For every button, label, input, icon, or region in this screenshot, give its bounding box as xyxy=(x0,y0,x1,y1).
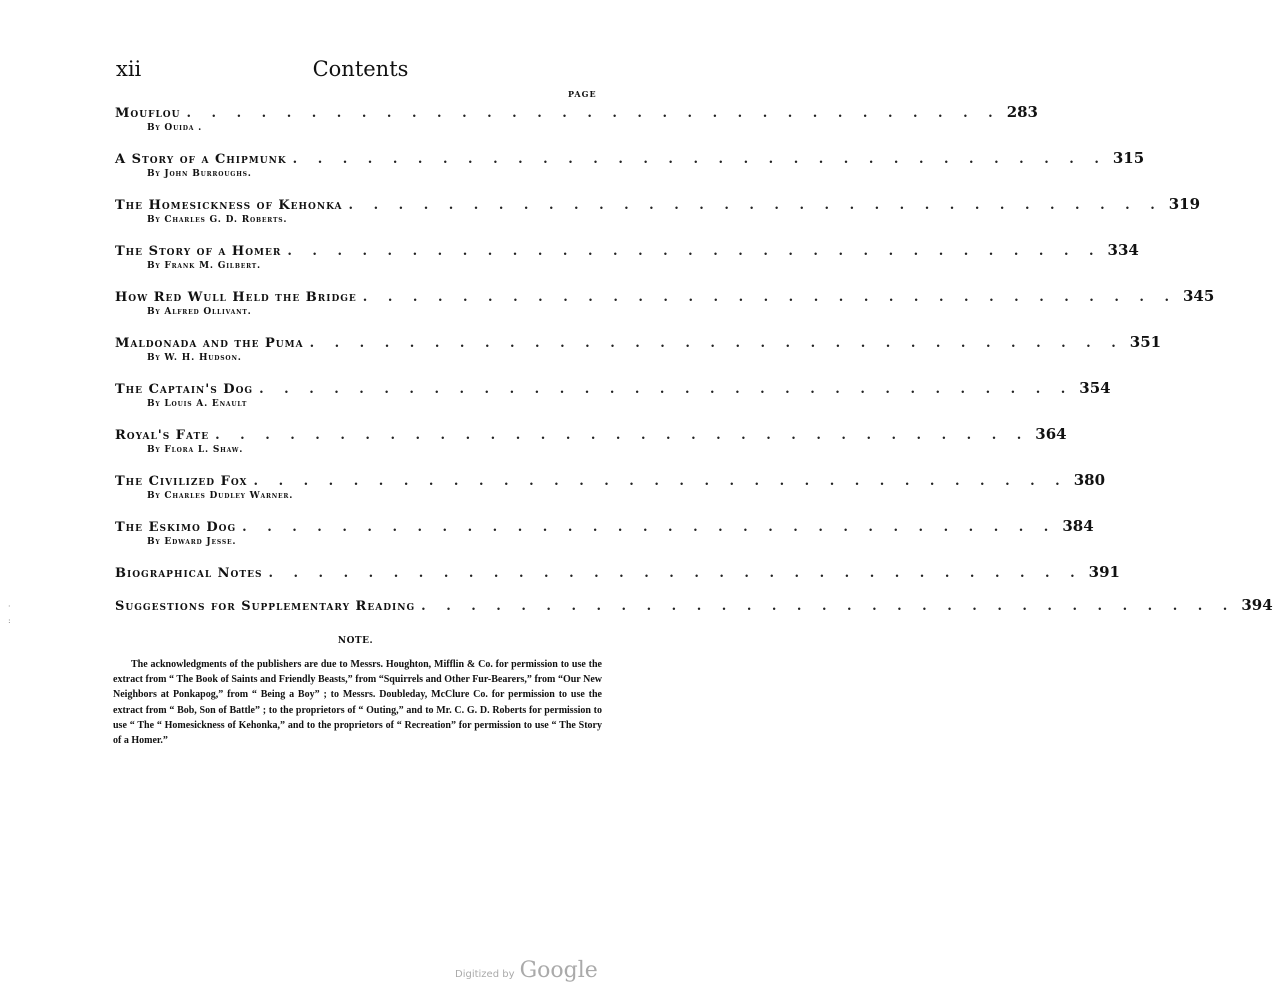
toc-entry-title: The Civilized Fox xyxy=(115,474,248,489)
toc-entry-author: By Charles Dudley Warner. xyxy=(147,491,294,501)
toc-entry-author: By Flora L. Shaw. xyxy=(147,445,244,455)
digitized-watermark xyxy=(455,958,598,983)
dot-leader: . . . . . . . . . . . . . . . . . . . . . . . . . . . . . . . . . xyxy=(421,599,1236,614)
toc-entry xyxy=(115,287,1215,333)
dot-leader: . . . . . . . . . . . . . . . . . . . . . . . . . . . . . . . . . xyxy=(259,382,1074,397)
toc-entry-title: Mouflou xyxy=(115,106,181,121)
toc-entry xyxy=(115,517,1094,563)
note-heading: NOTE. xyxy=(337,636,374,646)
toc-entry-author: By Charles G. D. Roberts. xyxy=(147,215,288,225)
page-column-label: PAGE xyxy=(568,89,597,99)
toc-entry-author: By Frank M. Gilbert. xyxy=(147,261,261,271)
dot-leader: . . . . . . . . . . . . . . . . . . . . . . . . . . . . . . . . . xyxy=(362,290,1177,305)
note-body: The acknowledgments of the publishers are due to Messrs. Houghton, Mifflin & Co. for permission to use the extract from “ The Book of Saints and Friendly Beasts,” from “Squirrels and Other Fur-Bearers,” from “Our New Neighbors at Ponkapog,” from “ Being a Boy” ; to Messrs. Doubleday, McClure Co. for permission to use the extract from “ Bob, Son of Battle” ; to the proprietors of “ Outing,” and to Mr. C. G. D. Roberts for permission to use “ The “ Homesickness of Kehonka,” and to the proprietors of “ Recreation” for permission to use “ The Story of a Homer.” xyxy=(113,659,602,747)
toc-entry-author: By Ouida . xyxy=(147,123,203,133)
toc-entry xyxy=(115,195,1201,241)
dot-leader: . . . . . . . . . . . . . . . . . . . . . . . . . . . . . . . . . xyxy=(268,566,1083,581)
toc-entry-page: 384 xyxy=(1062,517,1094,535)
dot-leader: . . . . . . . . . . . . . . . . . . . . . . . . . . . . . . . . . xyxy=(242,520,1057,535)
toc-entry xyxy=(115,563,1120,596)
toc-entry xyxy=(115,149,1145,195)
toc-entry-page: 283 xyxy=(1006,103,1038,121)
toc-entry-title: Royal's Fate xyxy=(115,428,210,443)
toc-entry xyxy=(115,471,1106,517)
toc-entry-author: By W. H. Hudson. xyxy=(147,353,242,363)
toc-entry-title: The Captain's Dog xyxy=(115,382,254,397)
toc-entry-title: A Story of a Chipmunk xyxy=(115,152,287,167)
dot-leader: . . . . . . . . . . . . . . . . . . . . . . . . . . . . . . . . . xyxy=(309,336,1124,351)
digitized-by-label: Digitized by xyxy=(455,969,515,980)
toc-entry-author: By Alfred Ollivant. xyxy=(147,307,252,317)
toc-entry-page: 345 xyxy=(1182,287,1215,305)
toc-entry-title: The Homesickness of Kehonka xyxy=(115,198,343,213)
toc-entry xyxy=(115,103,1038,149)
dot-leader: . . . . . . . . . . . . . . . . . . . . . . . . . . . . . . . . . xyxy=(348,198,1163,213)
toc-entry-page: 319 xyxy=(1168,195,1201,213)
google-logo: Google xyxy=(519,958,598,983)
toc-entry-page: 334 xyxy=(1107,241,1139,259)
toc-entry-author: By Louis A. Enault xyxy=(147,399,248,409)
toc-entry xyxy=(115,596,1273,629)
dot-leader: . . . . . . . . . . . . . . . . . . . . . . . . . . . . . . . . . xyxy=(215,428,1030,443)
dot-leader: . . . . . . . . . . . . . . . . . . . . . . . . . . . . . . . . . xyxy=(292,152,1107,167)
toc-entry-author: By Edward Jesse. xyxy=(147,537,237,547)
toc-entry-page: 351 xyxy=(1129,333,1162,351)
dot-leader: . . . . . . . . . . . . . . . . . . . . . . . . . . . . . . . . . xyxy=(186,106,1001,121)
toc-entry-page: 391 xyxy=(1088,563,1120,581)
toc-entry xyxy=(115,333,1162,379)
toc-entry-title: The Story of a Homer xyxy=(115,244,282,259)
toc-entry-author: By John Burroughs. xyxy=(147,169,252,179)
running-head-title: Contents xyxy=(312,57,409,81)
toc-entry-page: 364 xyxy=(1035,425,1067,443)
toc-entry-title: Maldonada and the Puma xyxy=(115,336,304,351)
toc-entry-title: Suggestions for Supplementary Reading xyxy=(115,599,416,614)
toc-entry xyxy=(115,425,1067,471)
toc-entry-page: 354 xyxy=(1079,379,1111,397)
toc-entry-page: 380 xyxy=(1073,471,1106,489)
dot-leader: . . . . . . . . . . . . . . . . . . . . . . . . . . . . . . . . . xyxy=(287,244,1102,259)
toc-entry-title: How Red Wull Held the Bridge xyxy=(115,290,357,305)
toc-entry xyxy=(115,241,1139,287)
table-of-contents xyxy=(115,103,1273,629)
margin-marks: · : xyxy=(8,602,11,625)
toc-entry-page: 394 xyxy=(1241,596,1273,614)
page-folio: xii xyxy=(116,57,142,81)
toc-entry-page: 315 xyxy=(1112,149,1145,167)
toc-entry-title: Biographical Notes xyxy=(115,566,263,581)
toc-entry-title: The Eskimo Dog xyxy=(115,520,237,535)
dot-leader: . . . . . . . . . . . . . . . . . . . . . . . . . . . . . . . . . xyxy=(253,474,1068,489)
toc-entry xyxy=(115,379,1111,425)
